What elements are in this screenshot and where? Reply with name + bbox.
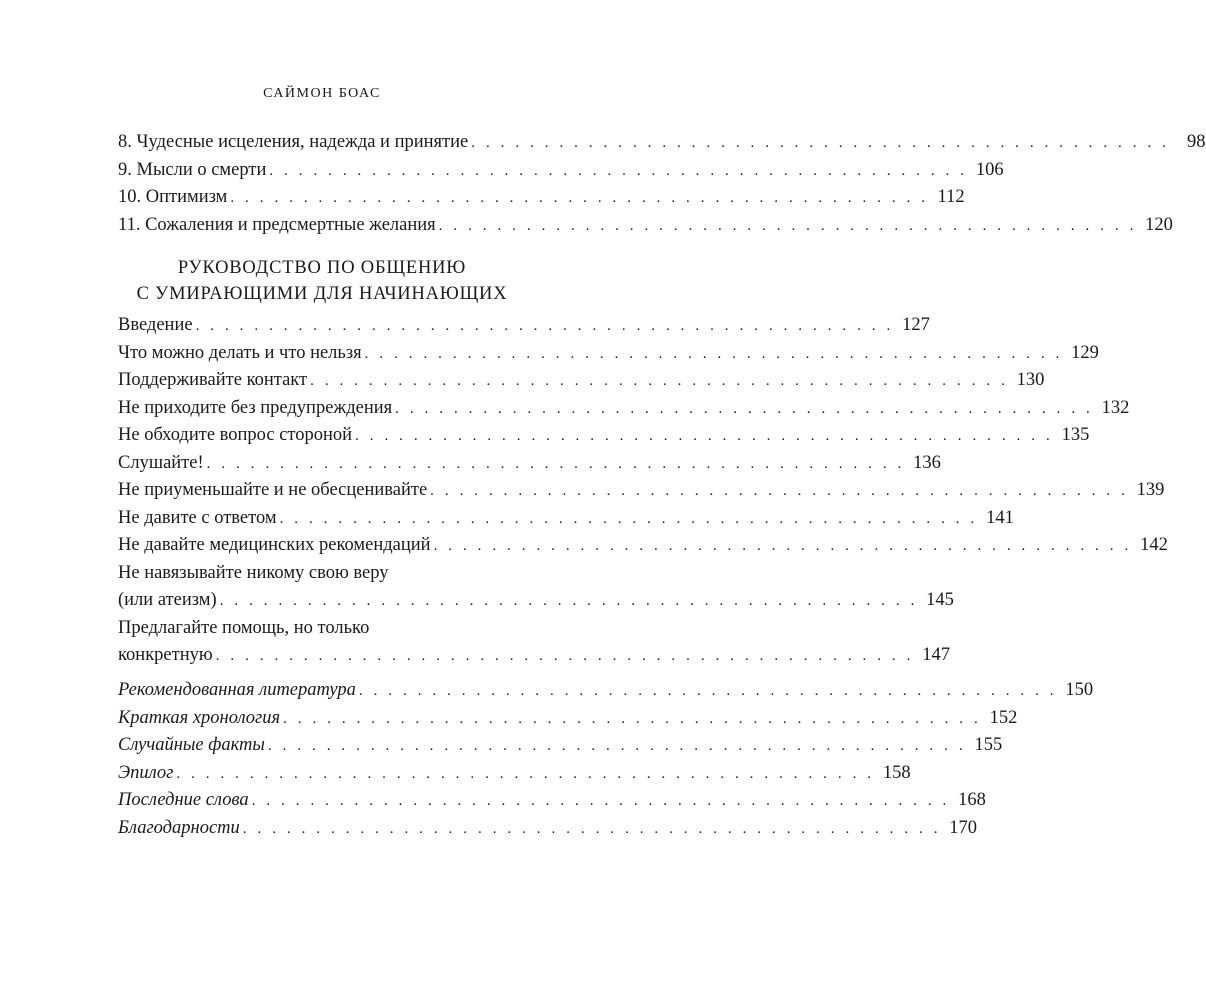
toc-entry[interactable] bbox=[118, 787, 986, 815]
leader-dots: . . . . . . . . . . . . . . . . . . . . . . . . . . . . . . . . . . . . . . . . . . . . . . . . bbox=[310, 373, 1009, 389]
toc-entry-title: Не обходите вопрос стороной bbox=[118, 425, 353, 445]
toc-entry[interactable] bbox=[118, 450, 941, 478]
toc-entry-title: Что можно делать и что нельзя bbox=[118, 342, 362, 363]
toc-entry-page: 129 bbox=[1071, 342, 1099, 363]
section-heading-line: РУКОВОДСТВО ПО ОБЩЕНИЮ bbox=[177, 258, 467, 278]
toc-entry-title: Предлагайте помощь, но только bbox=[118, 617, 370, 638]
toc-entry-title: Не давайте медицинских рекомендаций bbox=[118, 535, 431, 555]
leader-dots: . . . . . . . . . . . . . . . . . . . . . . . . . . . . . . . . . . . . . . . . . . . . . . . . bbox=[195, 318, 894, 334]
toc-entry-page: 132 bbox=[1101, 397, 1130, 418]
leader-dots: . . . . . . . . . . . . . . . . . . . . . . . . . . . . . . . . . . . . . . . . . . . . . . . . bbox=[267, 738, 967, 754]
toc-entry-title-continued: (или атеизм) bbox=[118, 590, 217, 610]
toc-entry[interactable] bbox=[118, 157, 1004, 185]
toc-entry[interactable] bbox=[118, 760, 911, 788]
toc-back-matter bbox=[118, 677, 1094, 842]
toc-entry[interactable] bbox=[118, 367, 1045, 395]
toc-entry-title: 9. Мысли о смерти bbox=[118, 159, 267, 180]
toc-entry[interactable] bbox=[118, 732, 1003, 760]
leader-dots: . . . . . . . . . . . . . . . . . . . . . . . . . . . . . . . . . . . . . . . . . . . . . . . . bbox=[430, 483, 1129, 499]
leader-dots: . . . . . . . . . . . . . . . . . . . . . . . . . . . . . . . . . . . . . . . . . . . . . . . . bbox=[355, 428, 1054, 444]
toc-entry-page: 168 bbox=[958, 790, 986, 810]
toc-entry-title: Краткая хронология bbox=[118, 707, 281, 728]
leader-dots: . . . . . . . . . . . . . . . . . . . . . . . . . . . . . . . . . . . . . . . . . . . . . . . . bbox=[219, 593, 918, 609]
toc-entry-title: Не приходите без предупреждения bbox=[118, 397, 393, 418]
leader-dots: . . . . . . . . . . . . . . . . . . . . . . . . . . . . . . . . . . . . . . . . . . . . . . . . bbox=[433, 538, 1132, 554]
toc-entry-multiline[interactable] bbox=[118, 615, 950, 670]
leader-dots: . . . . . . . . . . . . . . . . . . . . . . . . . . . . . . . . . . . . . . . . . . . . . . . . bbox=[251, 793, 950, 809]
leader-dots: . . . . . . . . . . . . . . . . . . . . . . . . . . . . . . . . . . . . . . . . . . . . . . . . bbox=[230, 190, 929, 206]
leader-dots: . . . . . . . . . . . . . . . . . . . . . . . . . . . . . . . . . . . . . . . . . . . . . . . . bbox=[358, 683, 1058, 699]
toc-entry-title: Не давите с ответом bbox=[118, 507, 277, 528]
leader-dots: . . . . . . . . . . . . . . . . . . . . . . . . . . . . . . . . . . . . . . . . . . . . . . . . bbox=[206, 455, 905, 472]
toc-entry-page: 98 bbox=[1187, 132, 1206, 152]
toc-entry-page: 141 bbox=[986, 507, 1014, 528]
toc-entry-title: Не навязывайте никому свою веру bbox=[118, 562, 389, 583]
toc-entry-title: Поддерживайте контакт bbox=[118, 370, 308, 390]
leader-dots: . . . . . . . . . . . . . . . . . . . . . . . . . . . . . . . . . . . . . . . . . . . . . . . . bbox=[176, 765, 875, 782]
toc-entry-page: 139 bbox=[1136, 480, 1165, 500]
toc-chapters bbox=[118, 129, 1206, 239]
toc-entry[interactable] bbox=[118, 505, 1014, 533]
toc-entry-title: Введение bbox=[118, 315, 193, 335]
toc-entry[interactable] bbox=[118, 477, 1165, 505]
toc-entry-title: Благодарности bbox=[118, 817, 240, 838]
toc-entry[interactable] bbox=[118, 677, 1094, 705]
toc-entry[interactable] bbox=[118, 340, 1099, 368]
toc-entry-page: 152 bbox=[989, 707, 1018, 728]
leader-dots: . . . . . . . . . . . . . . . . . . . . . . . . . . . . . . . . . . . . . . . . . . . . . . . . bbox=[242, 820, 942, 837]
toc-entry[interactable] bbox=[118, 312, 930, 340]
toc-entry[interactable] bbox=[118, 184, 965, 212]
toc-entry-title: Случайные факты bbox=[118, 735, 265, 755]
toc-entry[interactable] bbox=[118, 815, 978, 843]
leader-dots: . . . . . . . . . . . . . . . . . . . . . . . . . . . . . . . . . . . . . . . . . . . . . . . . bbox=[438, 217, 1137, 234]
toc-entry-page: 106 bbox=[975, 159, 1004, 180]
toc-entry-page: 112 bbox=[937, 187, 965, 207]
toc-entry-title: Не приуменьшайте и не обесценивайте bbox=[118, 480, 428, 500]
toc-entry[interactable] bbox=[118, 212, 1173, 240]
toc-entry-title: Последние слова bbox=[118, 790, 249, 810]
toc-entry[interactable] bbox=[118, 129, 1206, 157]
toc-entry-page: 135 bbox=[1061, 425, 1090, 445]
toc-entry[interactable] bbox=[118, 422, 1090, 450]
toc-entry-page: 150 bbox=[1065, 680, 1094, 700]
toc-entry-page: 127 bbox=[902, 315, 930, 335]
toc-entry[interactable] bbox=[118, 395, 1130, 423]
toc-entry-page: 170 bbox=[949, 817, 978, 838]
toc-entry-title: Эпилог bbox=[118, 762, 174, 783]
toc-guide bbox=[118, 312, 1168, 670]
toc-entry[interactable] bbox=[118, 705, 1018, 733]
toc-entry[interactable] bbox=[118, 532, 1168, 560]
toc-entry-page: 130 bbox=[1016, 370, 1045, 390]
toc-entry-title: Рекомендованная литература bbox=[118, 680, 356, 700]
leader-dots: . . . . . . . . . . . . . . . . . . . . . . . . . . . . . . . . . . . . . . . . . . . . . . . . bbox=[283, 710, 982, 727]
toc-entry-title: 11. Сожаления и предсмертные желания bbox=[118, 214, 436, 235]
leader-dots: . . . . . . . . . . . . . . . . . . . . . . . . . . . . . . . . . . . . . . . . . . . . . . . . bbox=[364, 345, 1063, 362]
toc-entry-page: 120 bbox=[1145, 214, 1173, 235]
section-heading bbox=[0, 255, 644, 307]
leader-dots: . . . . . . . . . . . . . . . . . . . . . . . . . . . . . . . . . . . . . . . . . . . . . . . . bbox=[215, 648, 914, 664]
toc-entry-multiline[interactable] bbox=[118, 560, 954, 615]
toc-entry-title: 8. Чудесные исцеления, надежда и принятие bbox=[118, 132, 469, 152]
toc-entry-title-continued: конкретную bbox=[118, 645, 213, 665]
running-head: САЙМОН БОАС bbox=[263, 86, 381, 101]
toc-entry-page: 158 bbox=[882, 762, 911, 783]
toc-entry-page: 142 bbox=[1140, 535, 1168, 555]
leader-dots: . . . . . . . . . . . . . . . . . . . . . . . . . . . . . . . . . . . . . . . . . . . . . . . . bbox=[279, 510, 978, 527]
leader-dots: . . . . . . . . . . . . . . . . . . . . . . . . . . . . . . . . . . . . . . . . . . . . . . . . bbox=[269, 162, 968, 179]
toc-entry-page: 145 bbox=[926, 590, 954, 610]
leader-dots: . . . . . . . . . . . . . . . . . . . . . . . . . . . . . . . . . . . . . . . . . . . . . . . . bbox=[395, 400, 1094, 417]
toc-entry-page: 136 bbox=[913, 452, 941, 473]
leader-dots: . . . . . . . . . . . . . . . . . . . . . . . . . . . . . . . . . . . . . . . . . . . . . . . . bbox=[471, 135, 1170, 151]
section-heading-line: С УМИРАЮЩИМИ ДЛЯ НАЧИНАЮЩИХ bbox=[136, 284, 508, 304]
toc-entry-page: 147 bbox=[922, 645, 950, 665]
toc-entry-page: 155 bbox=[974, 735, 1003, 755]
toc-entry-title: Слушайте! bbox=[118, 452, 204, 473]
toc-entry-title: 10. Оптимизм bbox=[118, 187, 228, 207]
